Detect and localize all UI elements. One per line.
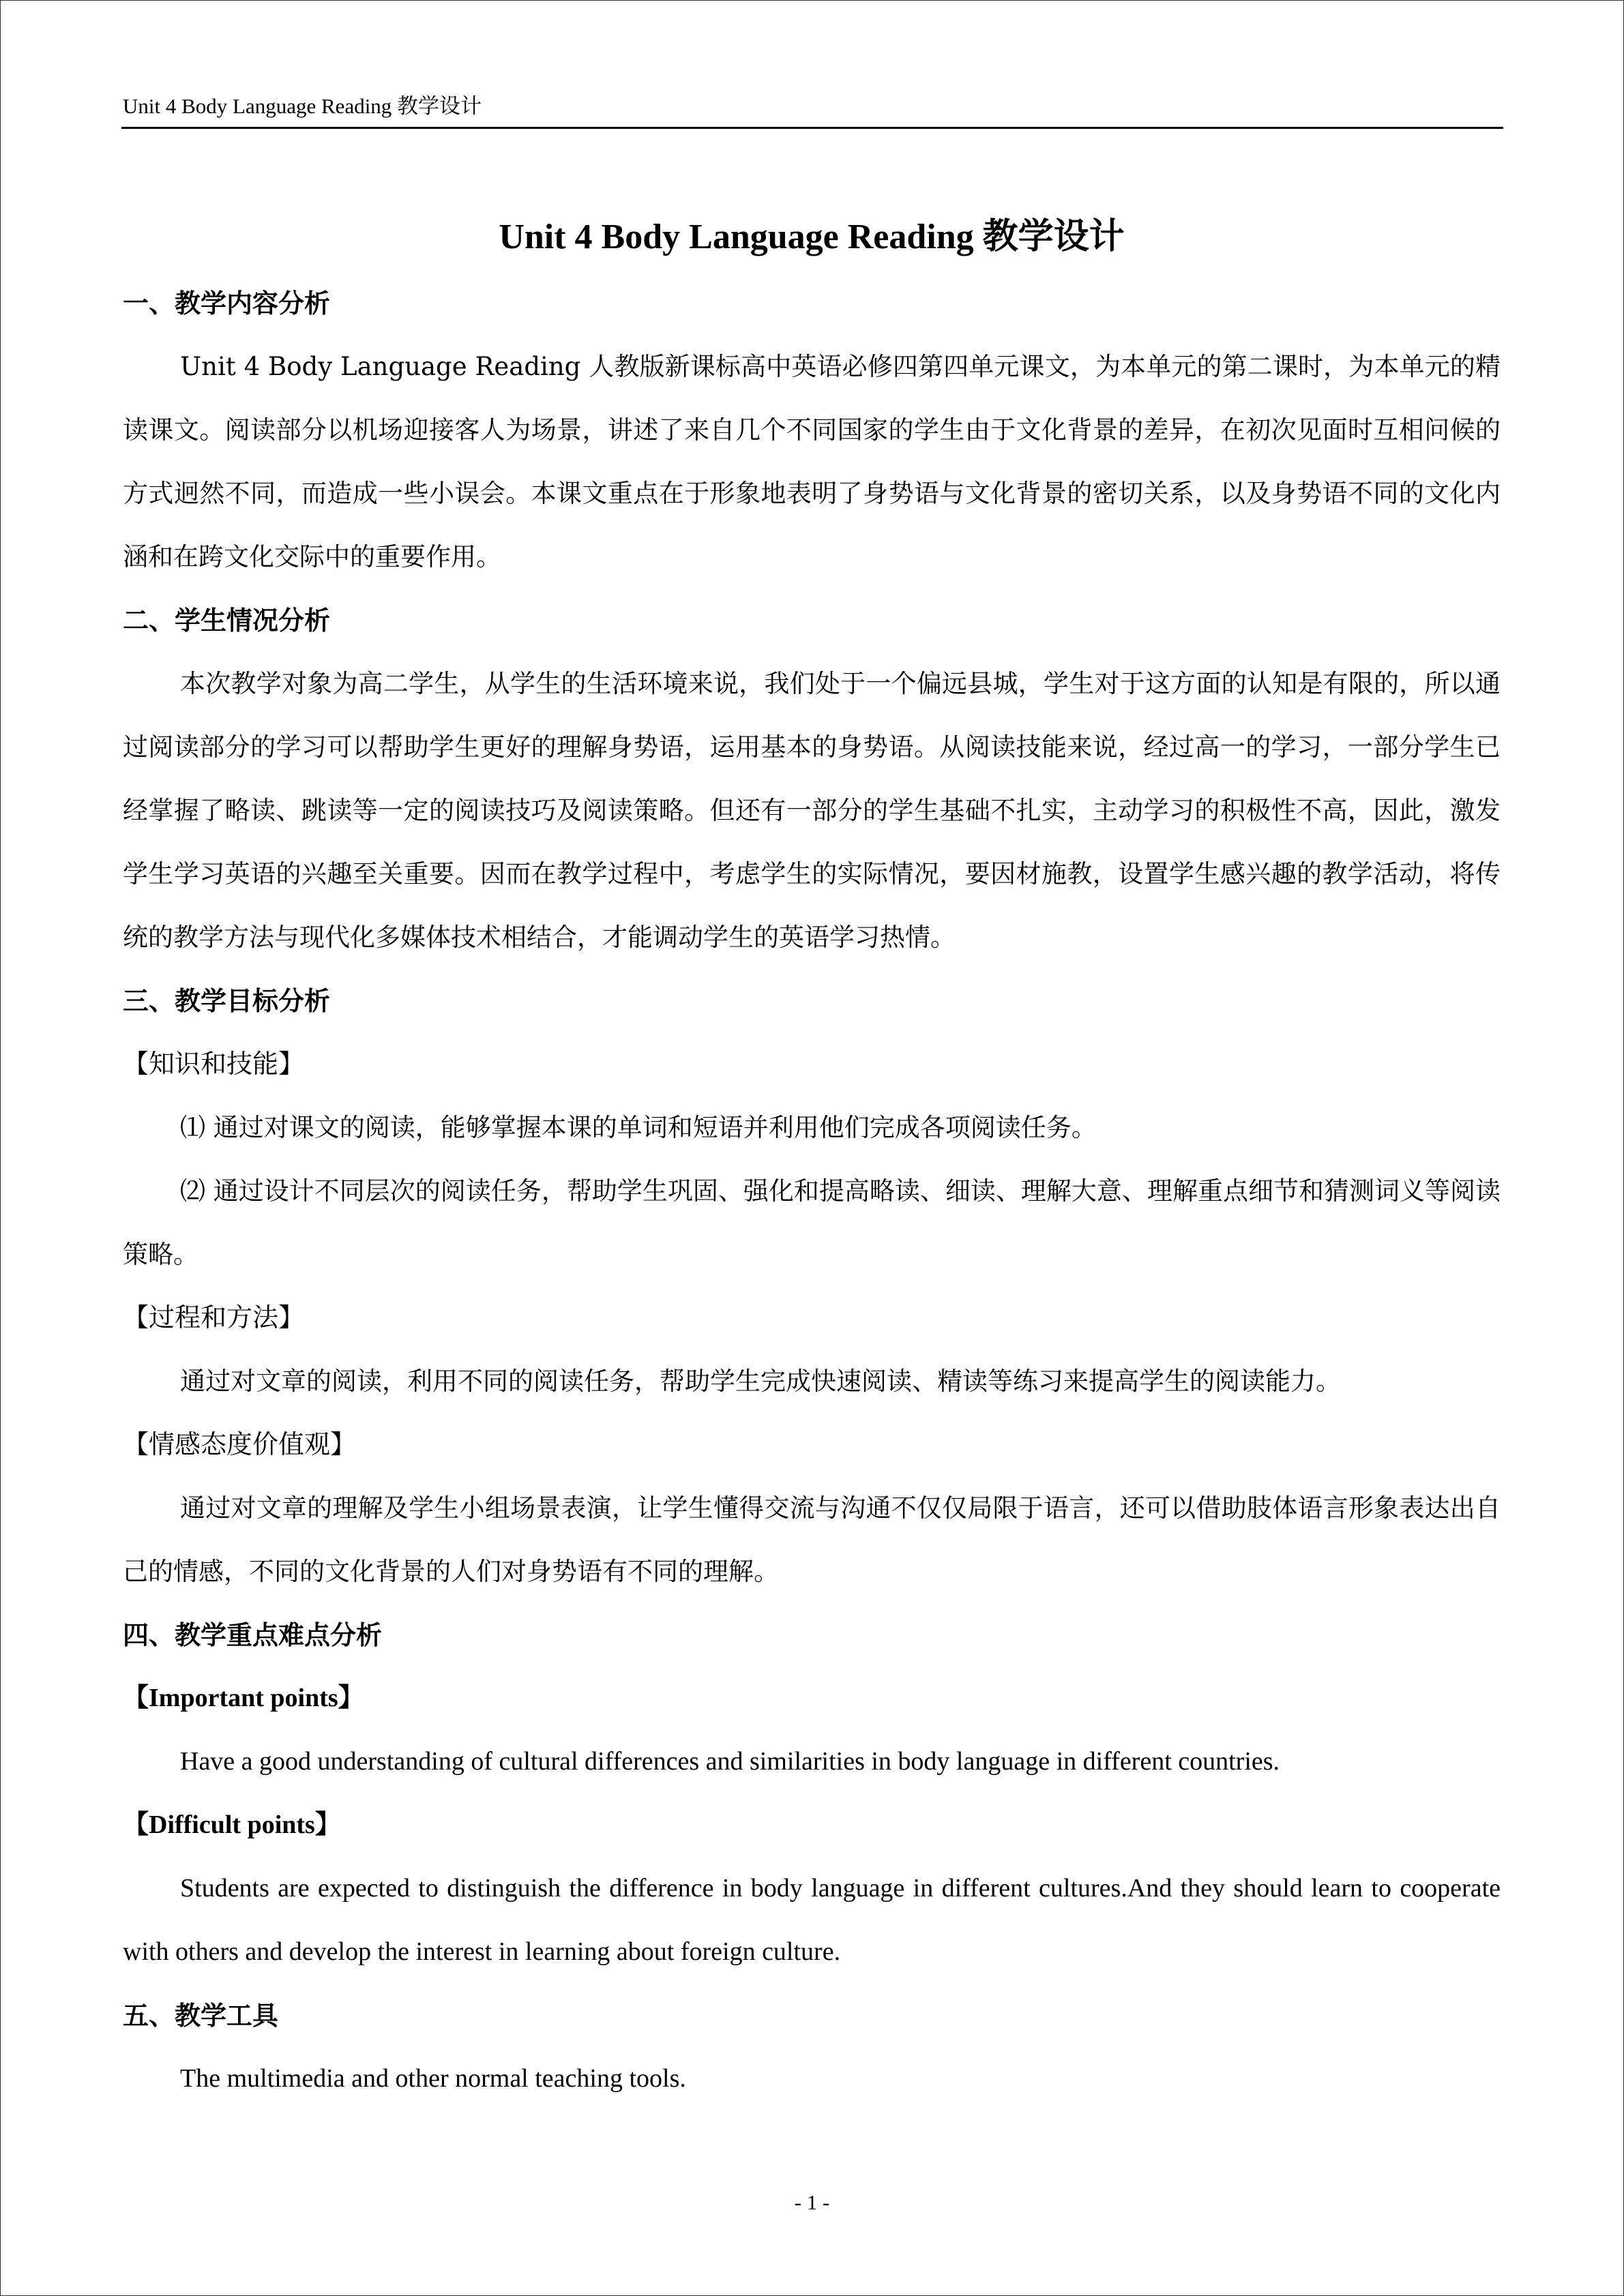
subheading-difficult-points: 【Difficult points】 (123, 1810, 341, 1839)
document-title: Unit 4 Body Language Reading 教学设计 (499, 218, 1125, 256)
page-number: - 1 - (794, 2190, 830, 2214)
paragraph: Have a good understanding of cultural differences and similarities in body language in different countries. (180, 1747, 1280, 1776)
section-key-points (123, 1603, 1501, 1984)
document-body (123, 210, 1501, 2111)
list-item: ⑴ 通过对课文的阅读，能够掌握本课的单词和短语并利用他们完成各项阅读任务。 (180, 1113, 1097, 1142)
section-heading: 四、教学重点难点分析 (123, 1620, 383, 1650)
section-tools (123, 1984, 1501, 2111)
subheading-important-points: 【Important points】 (123, 1684, 364, 1712)
list-item: ⑵ 通过设计不同层次的阅读任务，帮助学生巩固、强化和提高略读、细读、理解大意、理解重点细节和猜测词义等阅读策略。 (123, 1176, 1501, 1269)
paragraph: Unit 4 Body Language Reading 人教版新课标高中英语必修四第四单元课文，为本单元的第二课时，为本单元的精读课文。阅读部分以机场迎接客人为场景，讲述了来自几个不同国家的学生由于文化背景的差异，在初次见面时互相问候的方式迥然不同，而造成一些小误会。本课文重点在于形象地表明了身势语与文化背景的密切关系，以及身势语不同的文化内涵和在跨文化交际中的重要作用。 (123, 352, 1501, 571)
section-heading: 一、教学内容分析 (123, 288, 331, 318)
section-objectives (123, 969, 1501, 1603)
header-rule (121, 127, 1503, 129)
paragraph: 通过对文章的阅读，利用不同的阅读任务，帮助学生完成快速阅读、精读等练习来提高学生的阅读能力。 (180, 1367, 1341, 1396)
paragraph: Students are expected to distinguish the difference in body language in different cultures.And they should learn to cooperate with others and develop the interest in learning about foreign culture. (123, 1874, 1501, 1966)
section-content-analysis (123, 271, 1501, 588)
section-heading: 五、教学工具 (123, 2000, 279, 2031)
subheading-process: 【过程和方法】 (123, 1302, 305, 1332)
section-heading: 二、学生情况分析 (123, 605, 331, 636)
paragraph: 通过对文章的理解及学生小组场景表演，让学生懂得交流与沟通不仅仅局限于语言，还可以借助肢体语言形象表达出自己的情感，不同的文化背景的人们对身势语有不同的理解。 (123, 1493, 1501, 1586)
paragraph: 本次教学对象为高二学生，从学生的生活环境来说，我们处于一个偏远县城，学生对于这方面的认知是有限的，所以通过阅读部分的学习可以帮助学生更好的理解身势语，运用基本的身势语。从阅读技能来说，经过高一的学习，一部分学生已经掌握了略读、跳读等一定的阅读技巧及阅读策略。但还有一部分的学生基础不扎实，主动学习的积极性不高，因此，激发学生学习英语的兴趣至关重要。因而在教学过程中，考虑学生的实际情况，要因材施教，设置学生感兴趣的教学活动，将传统的教学方法与现代化多媒体技术相结合，才能调动学生的英语学习热情。 (123, 669, 1501, 952)
section-heading: 三、教学目标分析 (123, 985, 331, 1016)
subheading-knowledge: 【知识和技能】 (123, 1049, 305, 1079)
running-header: Unit 4 Body Language Reading 教学设计 (123, 94, 482, 118)
subheading-emotion: 【情感态度价值观】 (123, 1429, 357, 1459)
section-student-analysis (123, 588, 1501, 969)
paragraph: The multimedia and other normal teaching tools. (180, 2064, 686, 2093)
